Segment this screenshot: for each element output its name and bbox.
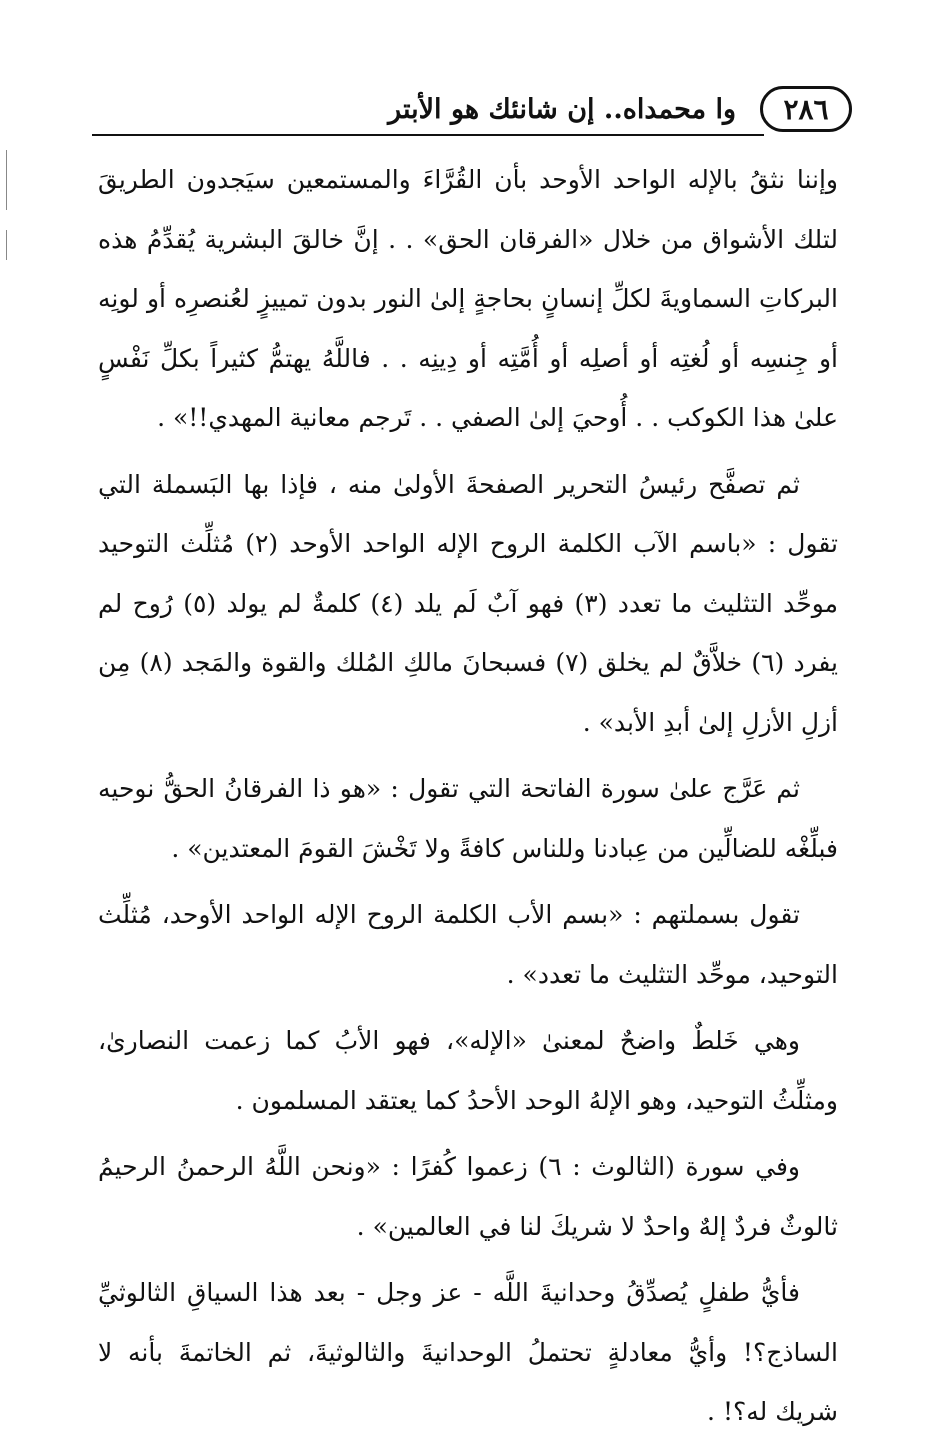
scan-edge-mark <box>6 230 7 260</box>
paragraph: ثم تصفَّح رئيسُ التحرير الصفحةَ الأولىٰ منه ، فإذا بها البَسملة التي تقول : «باسم الآب الكلمة الروح الإله الواحد الأوحد (٢) مُثلِّث التوحيد موحِّد التثليث ما تعدد (٣) فهو آبٌ لَم يلد (٤) كلمةٌ لم يولد (٥) رُوح لم يفرد (٦) خلاَّقٌ لم يخلق (٧) فسبحانَ مالكِ المُلك والقوة والمَجد (٨) مِن أزلِ الأزلِ إلىٰ أبدِ الأبد» . <box>98 469 838 737</box>
page-body <box>98 150 838 1449</box>
paragraph: تقول بسملتهم : «بسم الأب الكلمة الروح الإله الواحد الأوحد، مُثلِّث التوحيد، موحِّد التثليث ما تعدد» . <box>98 900 838 989</box>
paragraph: وإننا نثقُ بالإله الواحد الأوحد بأن القُرَّاءَ والمستمعين سيَجدون الطريقَ لتلك الأشواق من خلال «الفرقان الحق» . . إنَّ خالقَ البشرية يُقدِّمُ هذه البركاتِ السماويةَ لكلِّ إنسانٍ بحاجةٍ إلىٰ النور بدون تمييزٍ لعُنصرِه أو لونِه أو جِنسِه أو لُغتِه أو أصلِه أو أُمَّتِه أو دِينِه . . فاللَّهُ يهتمُّ كثيراً بكلِّ نَفْسٍ علىٰ هذا الكوكب . . أُوحيَ إلىٰ الصفي . . تَرجم معانية المهدي!!» . <box>98 165 838 432</box>
paragraph: وفي سورة (الثالوث : ٦) زعموا كُفرًا : «ونحن اللَّهُ الرحمنُ الرحيمُ ثالوثٌ فردٌ إلهٌ واحدٌ لا شريكَ لنا في العالمين» . <box>98 1152 838 1241</box>
paragraph: وهي خَلطٌ واضحٌ لمعنىٰ «الإله»، فهو الأبُ كما زعمت النصارىٰ، ومثلِّثُ التوحيد، وهو الإلهُ الوحد الأحدُ كما يعتقد المسلمون . <box>98 1026 838 1115</box>
paragraph: ثم عَرَّج علىٰ سورة الفاتحة التي تقول : «هو ذا الفرقانُ الحقُّ نوحيه فبلِّغْه للضالِّين من عِبادنا وللناس كافةً ولا تَخْشَ القومَ المعتدين» . <box>98 774 838 863</box>
paragraph: فأيُّ طفلٍ يُصدِّقُ وحدانيةَ اللَّه - عز وجل - بعد هذا السياقِ الثالوثيِّ الساذج؟! وأيُّ معادلةٍ تحتملُ الوحدانيةَ والثالوثيةَ، ثم الخاتمةَ بأنه لا شريك له؟! . <box>98 1278 838 1426</box>
page-header <box>92 82 852 142</box>
header-rule <box>92 134 764 136</box>
page-number: ٢٨٦ <box>760 86 852 132</box>
scan-edge-mark <box>6 150 7 210</box>
running-title: وا محمداه.. إن شانئك هو الأبتر <box>388 94 736 125</box>
